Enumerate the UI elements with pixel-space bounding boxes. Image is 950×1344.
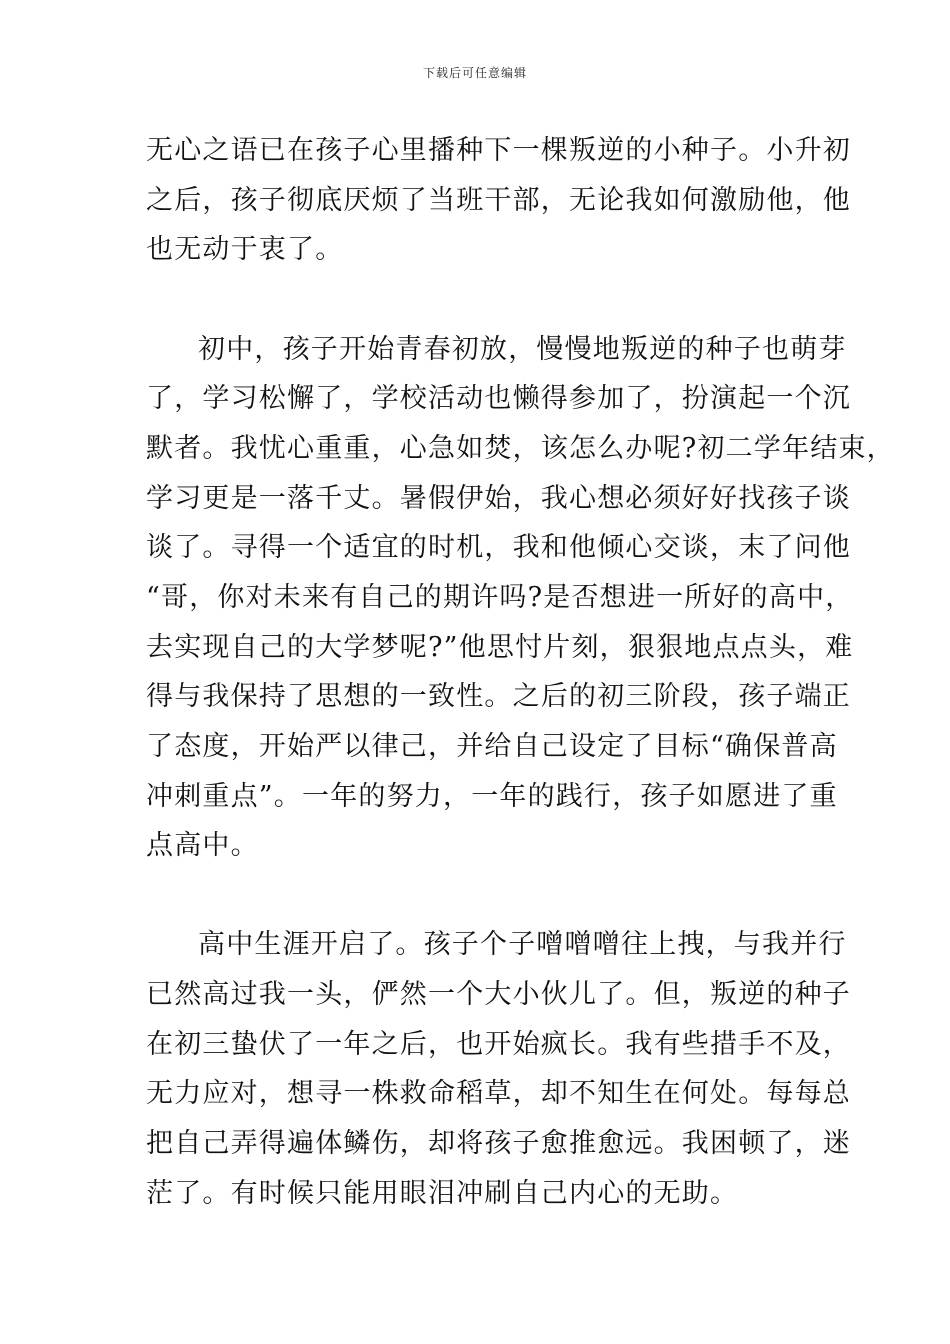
text-line: 在初三蛰伏了一年之后，也开始疯长。我有些措手不及， bbox=[146, 1029, 851, 1060]
text-line: 默者。我忧心重重，心急如焚，该怎么办呢?初二学年结束， bbox=[146, 433, 895, 464]
text-line: 也无动于衷了。 bbox=[146, 234, 344, 265]
text-line: 了，学习松懈了，学校活动也懒得参加了，扮演起一个沉 bbox=[146, 383, 851, 414]
text-line: “哥，你对未来有自己的期许吗?是否想进一所好的高中， bbox=[146, 582, 854, 613]
text-line: 去实现自己的大学梦呢?”他思忖片刻，狠狠地点点头，难 bbox=[146, 632, 854, 663]
text-line: 初中，孩子开始青春初放，慢慢地叛逆的种子也萌芽 bbox=[198, 334, 847, 365]
text-line: 把自己弄得遍体鳞伤，却将孩子愈推愈远。我困顿了，迷 bbox=[146, 1128, 851, 1159]
text-line: 无心之语已在孩子心里播种下一棵叛逆的小种子。小升初 bbox=[146, 135, 851, 166]
text-line: 高中生涯开启了。孩子个子噌噌噌往上拽，与我并行 bbox=[198, 929, 847, 960]
text-line: 已然高过我一头，俨然一个大小伙儿了。但，叛逆的种子 bbox=[146, 979, 851, 1010]
text-line: 茫了。有时候只能用眼泪冲刷自己内心的无助。 bbox=[146, 1178, 739, 1209]
text-line: 得与我保持了思想的一致性。之后的初三阶段，孩子端正 bbox=[146, 681, 851, 712]
text-line: 点高中。 bbox=[146, 830, 259, 861]
text-line: 了态度，开始严以律己，并给自己设定了目标“确保普高 bbox=[146, 731, 838, 762]
text-line: 无力应对，想寻一株救命稻草，却不知生在何处。每每总 bbox=[146, 1078, 851, 1109]
text-line: 学习更是一落千丈。暑假伊始，我心想必须好好找孩子谈 bbox=[146, 483, 851, 514]
page-header: 下载后可任意编辑 bbox=[422, 66, 527, 80]
text-line: 谈了。寻得一个适宜的时机，我和他倾心交谈，末了问他 bbox=[146, 532, 851, 563]
text-line: 冲刺重点”。一年的努力，一年的践行，孩子如愿进了重 bbox=[146, 781, 838, 812]
text-line: 之后，孩子彻底厌烦了当班干部，无论我如何激励他，他 bbox=[146, 185, 851, 216]
